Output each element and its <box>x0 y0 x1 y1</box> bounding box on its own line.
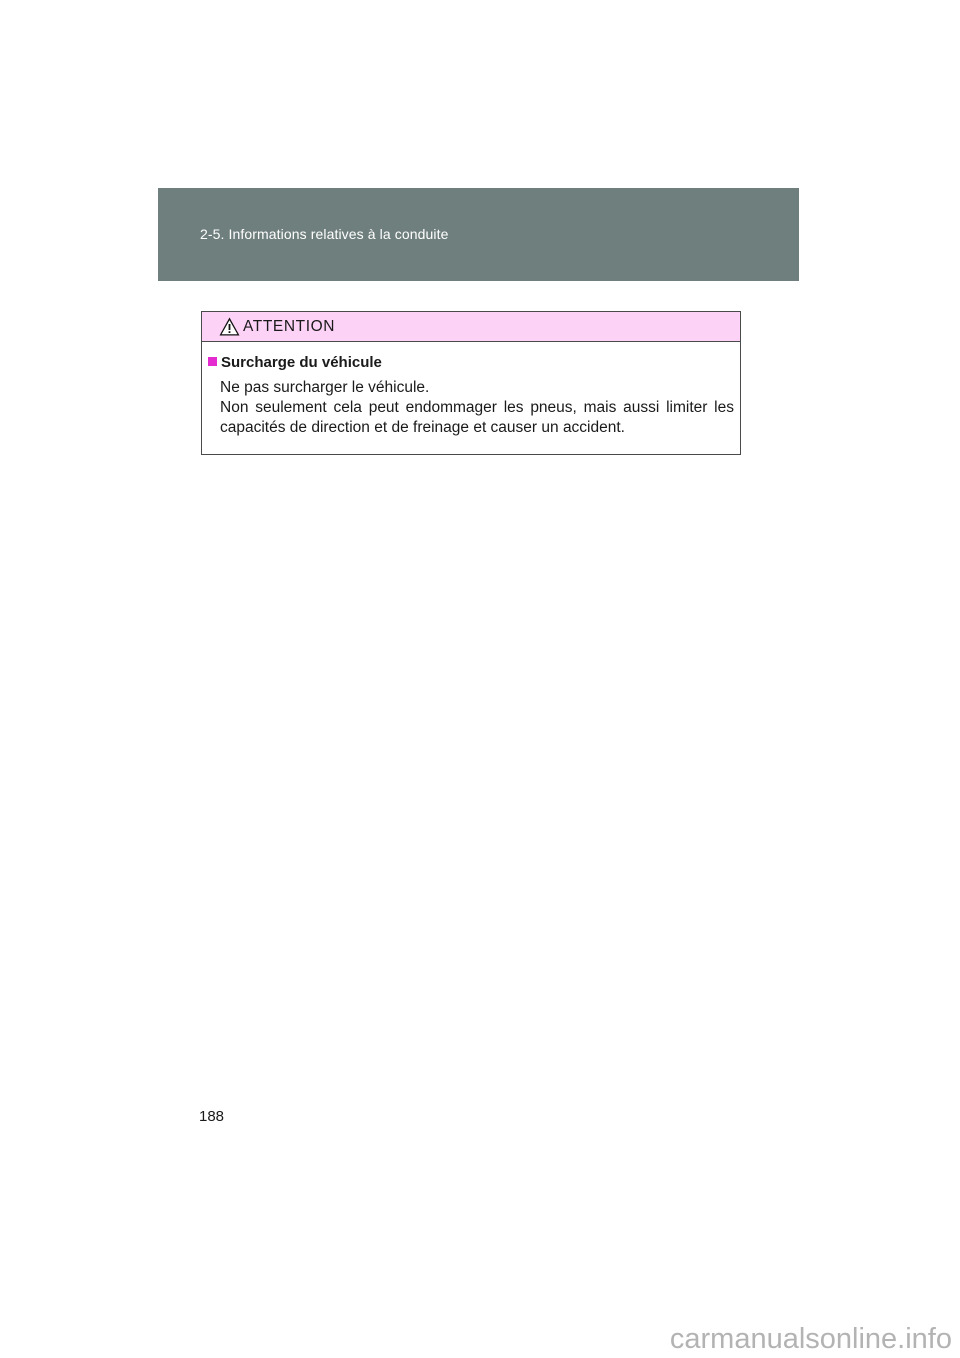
watermark: carmanualsonline.info <box>669 1323 952 1355</box>
section-header-band <box>158 188 799 281</box>
warning-section-title: Surcharge du véhicule <box>221 354 382 371</box>
warning-paragraph: Ne pas surcharger le véhicule. <box>220 379 430 396</box>
square-bullet-icon <box>208 357 217 366</box>
warning-paragraph: Non seulement cela peut endommager les pneus, mais aussi limiter les capacités de direction et de freinage et causer un accident. <box>220 399 734 436</box>
page-number: 188 <box>199 1108 225 1125</box>
warning-label: ATTENTION <box>243 318 336 335</box>
warning-box <box>201 311 741 455</box>
section-title: 2-5. Informations relatives à la conduite <box>200 226 449 242</box>
warning-triangle-icon <box>219 317 240 336</box>
warning-section-heading <box>208 354 382 371</box>
warning-header <box>202 312 740 342</box>
